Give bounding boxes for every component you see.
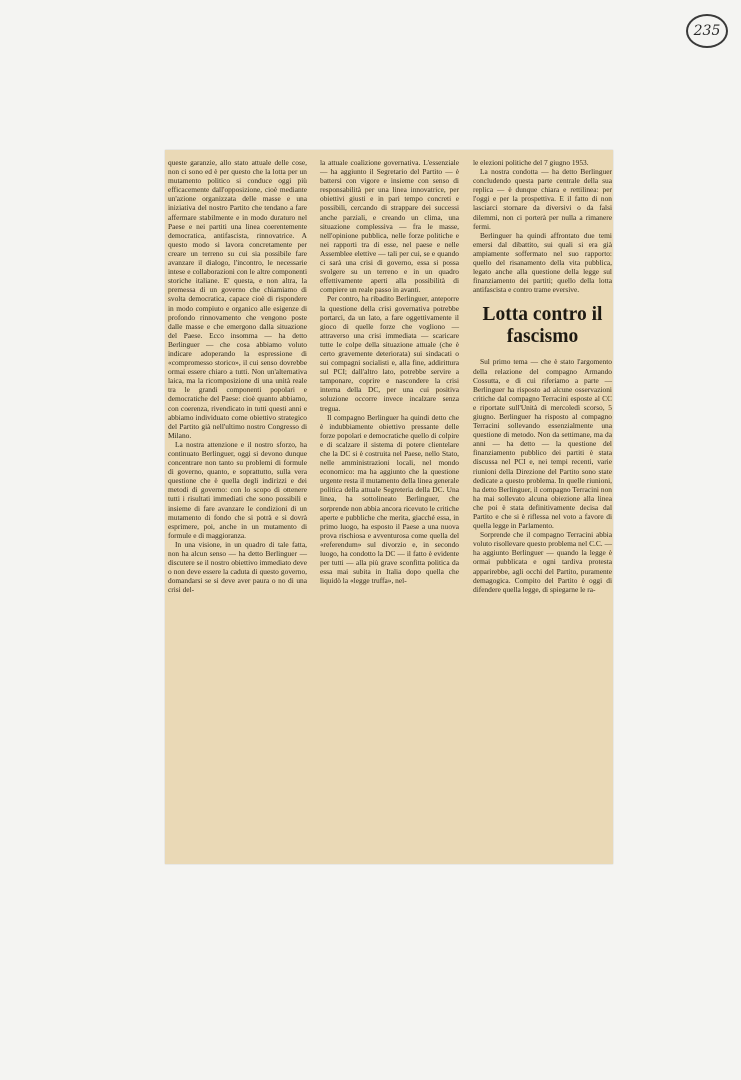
paragraph: Berlinguer ha quindi affrontato due temi emersi dal dibattito, sui quali si era già ampiamente soffermato nel suo rapporto: quello del risanamento della vita pubblica, legato anche alla questione della legge sul finanziamento dei partiti; quello della lotta antifascista e contro trame eversive. [473,230,612,295]
paragraph: le elezioni politiche del 7 giugno 1953. [473,158,589,167]
paragraph: La nostra condotta — ha detto Berlinguer concludendo questa parte centrale della sua replica — è dunque chiara e rettilinea: per l'oggi e per la prospettiva. E il fatto di non lasciarci stornare da diversivi o da falsi dilemmi, non ci porterà per nulla a rimanere fermi. [473,167,612,231]
paragraph: queste garanzie, allo stato attuale delle cose, non ci sono ed è per questo che la lotta per un mutamento politico si conduce oggi più efficacemente dall'opposizione, cioè mediante un'azione organizzata delle masse e una iniziativa del nostro Partito che tendano a fare affermare stabilmente e in modo duraturo nel Paese e nei partiti una linea coerentemente democratica, antifascista, rinnovatrice. A questo modo si lavora concretamente per creare un terreno su cui sia possibile fare avanzare il dialogo, l'incontro, le necessarie intese e collaborazioni con le altre componenti storiche italiane. E' questa, e non altra, la premessa di un governo che chiamiamo di svolta democratica, capace cioè di rispondere in modo compiuto e organico alle esigenze di profondo rinnovamento che vengono poste dalle masse e che emergono dalla situazione del Paese. Ecco insomma — ha detto Berlinguer — che cosa abbiamo voluto indicare adoperando la espressione di «compromesso storico», il cui senso dovrebbe ormai essere chiaro a tutti. Non un'alternativa laica, ma la ricomposizione di una unità reale tra le grandi componenti popolari e democratiche del Paese: cioè quanto abbiamo, con coerenza, rivendicato in tutti questi anni e abbiamo individuato come obiettivo strategico del Partito già nell'ultimo nostro Congresso di Milano. [168,158,307,440]
article-column-3 [473,158,612,594]
paragraph: Sorprende che il compagno Terracini abbia voluto risollevare questo problema nel C.C. — ha aggiunto Berlinguer — quando la legge è ormai pubblicata e ogni tardiva protesta apparirebbe, agli occhi del Partito, puramente demagogica. Compito del Partito è oggi di difendere quella legge, di spiegarne le ra- [473,530,612,594]
paragraph: Sul primo tema — che è stato l'argomento della relazione del compagno Armando Cossutta, e di cui riferiamo a parte — Berlinguer ha risposto ad alcune osservazioni critiche dal compagno Terracini esposte al CC e riportate sull'Unità di mercoledì scorso, 5 giugno. Berlinguer ha risposto al compagno Terracini sollevando essenzialmente una questione di metodo. Non da settimane, ma da anni — ha detto — la questione del finanziamento pubblico dei partiti è stata discussa nel PCI e, nei tempi recenti, varie riunioni della Direzione del Partito sono state dedicate a questo problema. In quelle riunioni, ha detto Berlinguer, il compagno Terracini non ha mai sollevato alcuna obiezione alla linea che poi è stata definitivamente decisa dal Partito e che si è riflessa nel voto a favore di quella legge in Parlamento. [473,357,612,531]
paragraph: Il compagno Berlinguer ha quindi detto che è indubbiamente obiettivo pressante delle forze popolari e democratiche quello di colpire e di scalzare il sistema di potere clientelare che la DC si è costruita nel Paese, nello Stato, nelle amministrazioni locali, nel mondo economico: ma ha aggiunto che la questione urgente resta il mutamento della linea generale politica della attuale Segreteria della DC. Una linea, ha sottolineato Berlinguer, che sorprende non abbia ancora ricevuto le critiche aperte e pubbliche che merita, giacché essa, in primo luogo, ha esposto il Paese a una nuova prova rischiosa e avventurosa come quella del «referendum» sul divorzio e, in secondo luogo, ha condotto la DC — il fatto è evidente per tutti — alla più grave sconfitta politica da essa mai subita in Italia dopo quella che liquidò la «legge truffa», nel- [320,412,459,586]
section-headline: Lotta contro il fascismo [482,304,603,348]
page-number: 235 [686,14,728,48]
paragraph: Per contro, ha ribadito Berlinguer, anteporre la questione della crisi governativa potrebbe portarci, da un lato, a fare oggettivamente il gioco di quelle forze che vogliono — attraverso una crisi immediata — scaricare tutte le colpe della situazione attuale (che è certo gravemente deteriorata) sui sindacati o sui compagni socialisti e, alla fine, addirittura sul PCI; dall'altro lato, potrebbe servire a tamponare, coprire e nascondere la crisi interna della DC, per una cui positiva soluzione occorre invece incalzare senza tregua. [320,294,459,413]
paragraph: La nostra attenzione e il nostro sforzo, ha continuato Berlinguer, oggi si devono dunque concentrare non tanto su problemi di formule di governo, quanto, e soprattutto, sulla vera questione che è quella degli indirizzi e dei metodi di governo: con lo scopo di ottenere tutti i risultati immediati che sono possibili e insieme di fare avanzare le condizioni di un mutamento di fondo che si potrà e si dovrà esprimere, poi, anche in un mutamento di formule e di maggioranza. [168,439,307,540]
article-column-2 [320,158,459,585]
paragraph: In una visione, in un quadro di tale fatta, non ha alcun senso — ha detto Berlinguer — discutere se il nostro obiettivo immediato deve o non deve essere la caduta di questo governo, domandarsi se si deve aver paura o no di una crisi del- [168,539,307,595]
paragraph: la attuale coalizione governativa. L'essenziale — ha aggiunto il Segretario del Partito — è battersi con vigore e insieme con senso di responsabilità per una linea innovatrice, per obiettivi giusti e in pari tempo concreti e possibili, cercando di strappare dei successi anche parziali, e creando un clima, una situazione complessiva — fra le masse, nell'opinione pubblica, nelle forze politiche e nei rapporti tra di esse, nel paese e nelle Assemblee elettive — tali per cui, se e quando ci sarà una crisi di governo, essa si possa svolgere su un terreno e in un quadro effettivamente aperti alla possibilità di compiere un reale passo in avanti. [320,158,459,295]
article-column-1 [168,158,307,595]
